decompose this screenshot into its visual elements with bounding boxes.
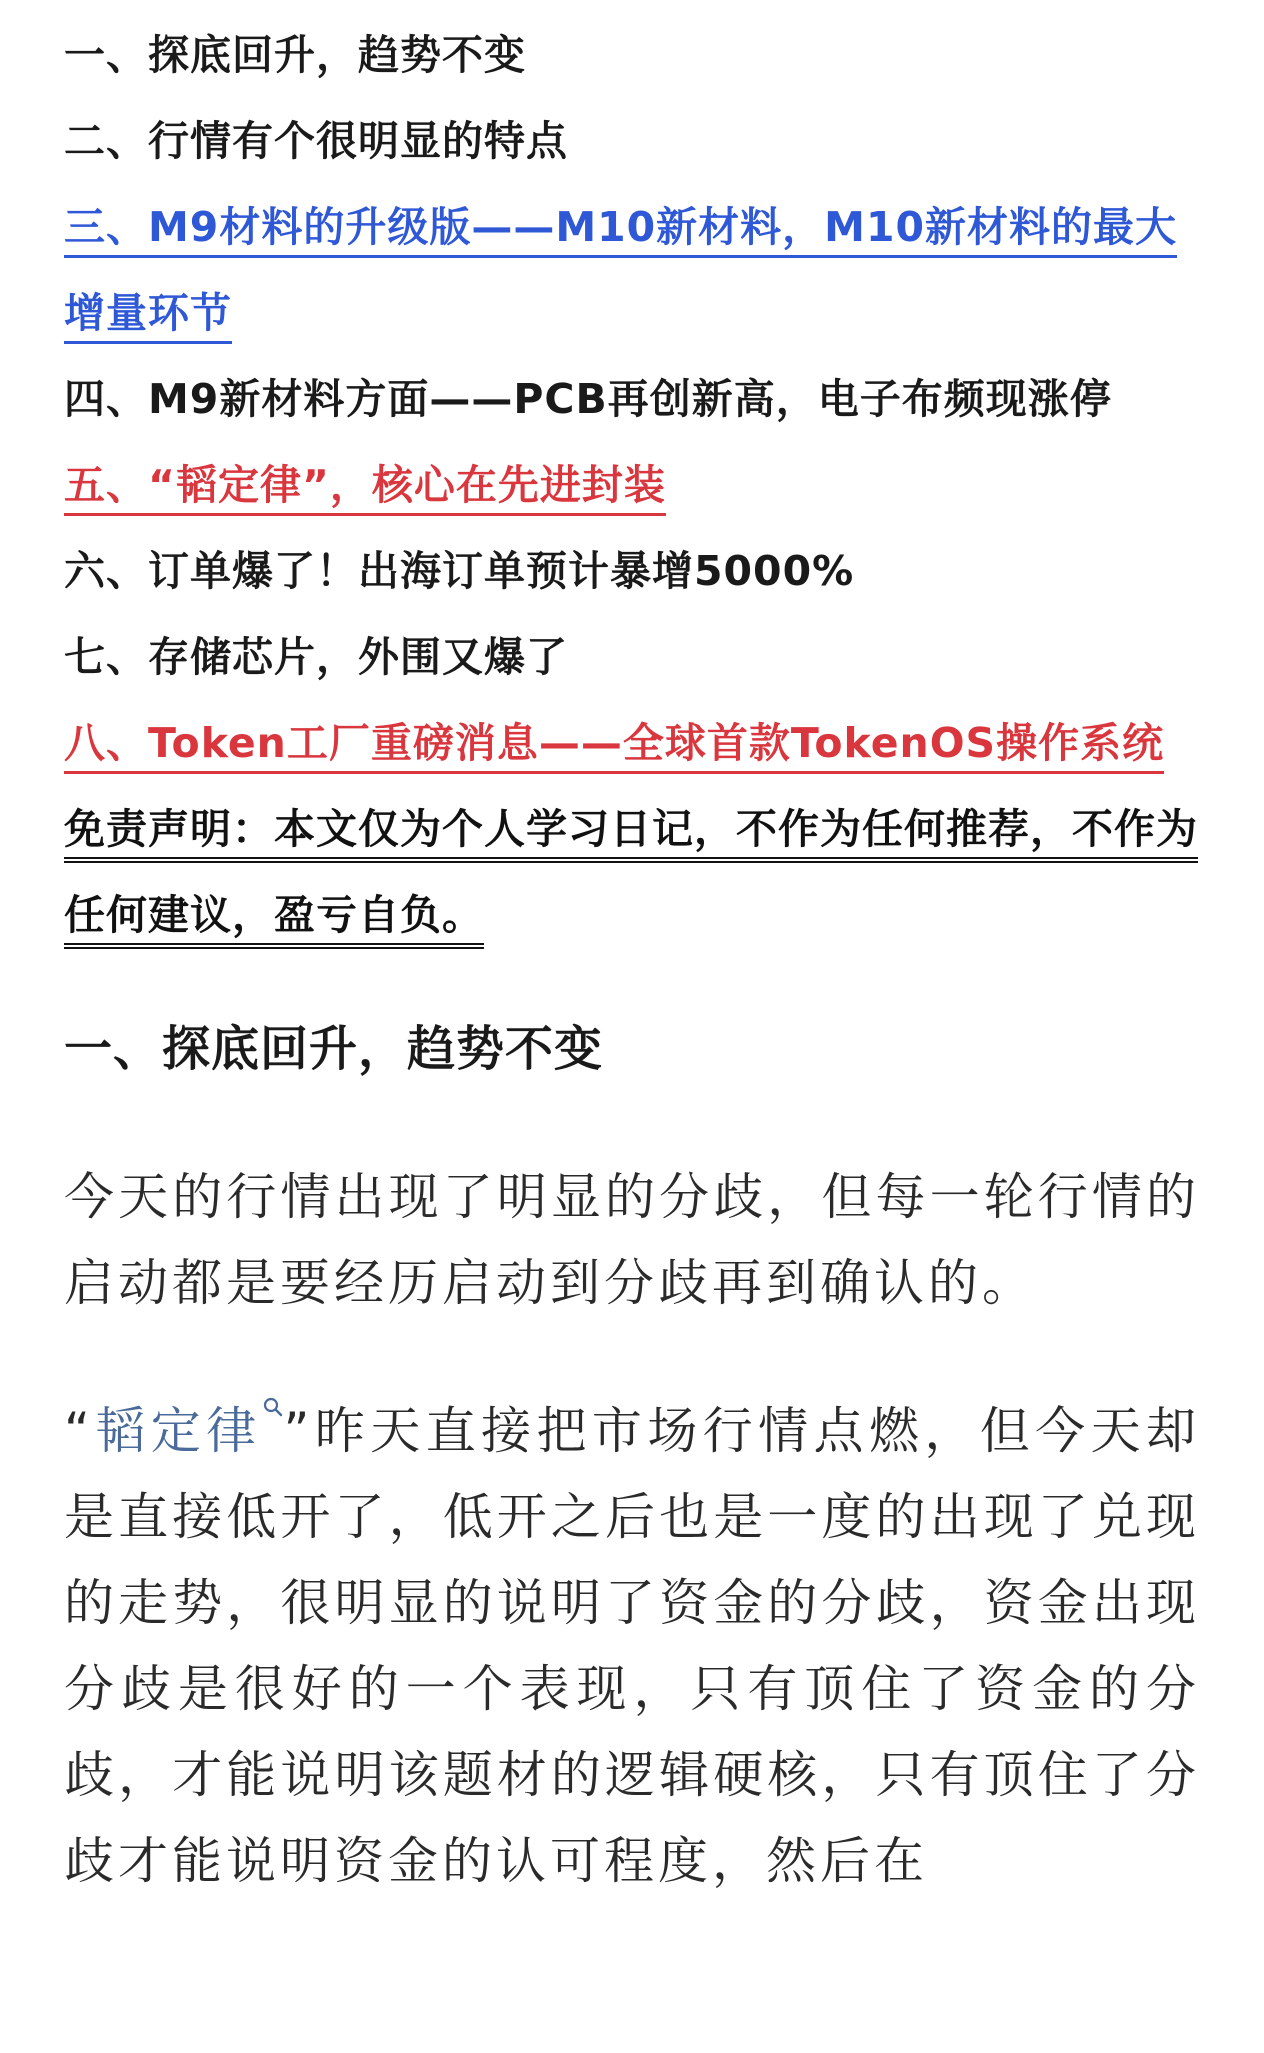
toc-item-4[interactable]: [64, 356, 1200, 442]
section-heading: 一、探底回升，趋势不变: [64, 1021, 604, 1077]
open-quote: “: [64, 1402, 94, 1460]
toc-item-7[interactable]: [64, 614, 1200, 700]
disclaimer: [64, 786, 1200, 958]
toc-item-label: 三、M9材料的升级版——M10新材料，M10新材料的最大增量环节: [64, 203, 1177, 344]
toc-item-1[interactable]: [64, 12, 1200, 98]
toc-item-5[interactable]: [64, 442, 1200, 528]
toc-item-label: 八、Token工厂重磅消息——全球首款TokenOS操作系统: [64, 719, 1164, 774]
toc-item-3[interactable]: [64, 184, 1200, 356]
toc-item-6[interactable]: [64, 528, 1200, 614]
paragraph: [64, 1388, 1200, 1904]
table-of-contents: [64, 12, 1200, 786]
search-icon: [262, 1396, 284, 1418]
paragraph: 今天的行情出现了明显的分歧，但每一轮行情的启动都是要经历启动到分歧再到确认的。: [64, 1168, 1200, 1312]
paragraph-rest: ”昨天直接把市场行情点燃，但今天却是直接低开了，低开之后也是一度的出现了兑现的走势，很明显的说明了资金的分歧，资金出现分歧是很好的一个表现，只有顶住了资金的分歧，才能说明该题材的逻辑硬核，只有顶住了分歧才能说明资金的认可程度，然后在: [64, 1402, 1200, 1890]
toc-item-label: 二、行情有个很明显的特点: [64, 117, 568, 165]
toc-item-label: 四、M9新材料方面——PCB再创新高，电子布频现涨停: [64, 375, 1112, 423]
disclaimer-text: 免责声明：本文仅为个人学习日记，不作为任何推荐，不作为任何建议，盈亏自负。: [64, 805, 1198, 949]
toc-item-label: 一、探底回升，趋势不变: [64, 31, 526, 79]
toc-item-label: 六、订单爆了！出海订单预计暴增5000%: [64, 547, 855, 595]
toc-item-8[interactable]: [64, 700, 1200, 786]
toc-item-label: 七、存储芯片，外围又爆了: [64, 633, 568, 681]
toc-item-label: 五、“韬定律”，核心在先进封装: [64, 461, 666, 516]
keyword-link[interactable]: [94, 1402, 284, 1460]
keyword-text: 韬定律: [93, 1402, 262, 1460]
toc-item-2[interactable]: [64, 98, 1200, 184]
